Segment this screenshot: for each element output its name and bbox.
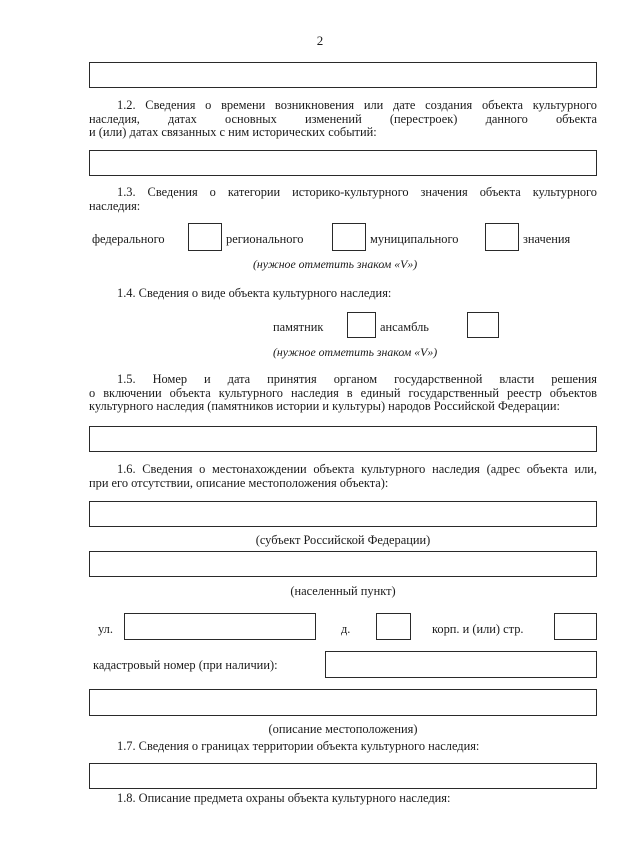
location-description-caption: (описание местоположения) bbox=[268, 722, 418, 736]
section-1-5-field[interactable] bbox=[89, 426, 597, 452]
section-1-7-text bbox=[89, 740, 597, 754]
building-field[interactable] bbox=[554, 613, 597, 640]
subject-caption: (субъект Российской Федерации) bbox=[255, 533, 431, 547]
section-1-1-field[interactable] bbox=[89, 62, 597, 88]
option-significance-checkbox[interactable] bbox=[485, 223, 519, 251]
section-1-7-field[interactable] bbox=[89, 763, 597, 789]
section-1-2-line3: и (или) датах связанных с ним исторических событий: bbox=[89, 125, 377, 139]
option-ensemble-checkbox[interactable] bbox=[467, 312, 499, 338]
section-1-5-line2: о включении объекта культурного наследия в единый государственный реестр объектов bbox=[89, 385, 597, 400]
section-1-3-line1: 1.3. Сведения о категории историко-культурного значения объекта культурного bbox=[117, 185, 597, 199]
option-ensemble-label: ансамбль bbox=[380, 320, 429, 334]
section-1-3-hint: (нужное отметить знаком «V») bbox=[253, 257, 418, 271]
section-1-7-line1: 1.7. Сведения о границах территории объекта культурного наследия: bbox=[117, 739, 480, 753]
street-field[interactable] bbox=[124, 613, 316, 640]
option-significance-label: значения bbox=[523, 232, 571, 246]
section-1-5-line1: 1.5. Номер и дата принятия органом государственной власти решения bbox=[117, 372, 597, 386]
section-1-3-text bbox=[89, 186, 597, 213]
page-number: 2 bbox=[316, 33, 324, 48]
option-municipal-label: муниципального bbox=[370, 232, 459, 246]
option-regional-label: регионального bbox=[226, 232, 304, 246]
section-1-6-text bbox=[89, 463, 597, 490]
section-1-4-text bbox=[89, 287, 597, 301]
section-1-3-line2: наследия: bbox=[89, 198, 141, 213]
subject-field[interactable] bbox=[89, 501, 597, 527]
section-1-6-line2: при его отсутствии, описание местоположения объекта): bbox=[89, 475, 389, 490]
option-regional-checkbox[interactable] bbox=[332, 223, 366, 251]
cadastral-label: кадастровый номер (при наличии): bbox=[93, 658, 278, 672]
section-1-6-line1: 1.6. Сведения о местонахождении объекта культурного наследия (адрес объекта или, bbox=[117, 462, 597, 476]
section-1-2-line2: наследия, датах основных изменений (перестроек) данного объекта bbox=[89, 111, 597, 126]
section-1-2-text bbox=[89, 99, 597, 140]
section-1-8-text bbox=[89, 792, 597, 806]
option-federal-checkbox[interactable] bbox=[188, 223, 222, 251]
option-federal-label: федерального bbox=[92, 232, 165, 246]
section-1-8-line1: 1.8. Описание предмета охраны объекта культурного наследия: bbox=[117, 791, 451, 805]
location-description-field[interactable] bbox=[89, 689, 597, 716]
section-1-5-text bbox=[89, 373, 597, 414]
street-label: ул. bbox=[98, 622, 113, 636]
house-field[interactable] bbox=[376, 613, 411, 640]
section-1-4-line1: 1.4. Сведения о виде объекта культурного наследия: bbox=[117, 286, 392, 300]
building-label: корп. и (или) стр. bbox=[432, 622, 524, 636]
locality-field[interactable] bbox=[89, 551, 597, 577]
section-1-2-field[interactable] bbox=[89, 150, 597, 176]
section-1-5-line3: культурного наследия (памятников истории и культуры) народов Российской Федерации: bbox=[89, 399, 560, 413]
section-1-4-hint: (нужное отметить знаком «V») bbox=[273, 345, 438, 359]
section-1-2-line1: 1.2. Сведения о времени возникновения или дате создания объекта культурного bbox=[117, 98, 597, 112]
option-monument-checkbox[interactable] bbox=[347, 312, 376, 338]
locality-caption: (населенный пункт) bbox=[290, 584, 396, 598]
cadastral-field[interactable] bbox=[325, 651, 597, 678]
house-label: д. bbox=[341, 622, 351, 636]
option-monument-label: памятник bbox=[273, 320, 324, 334]
